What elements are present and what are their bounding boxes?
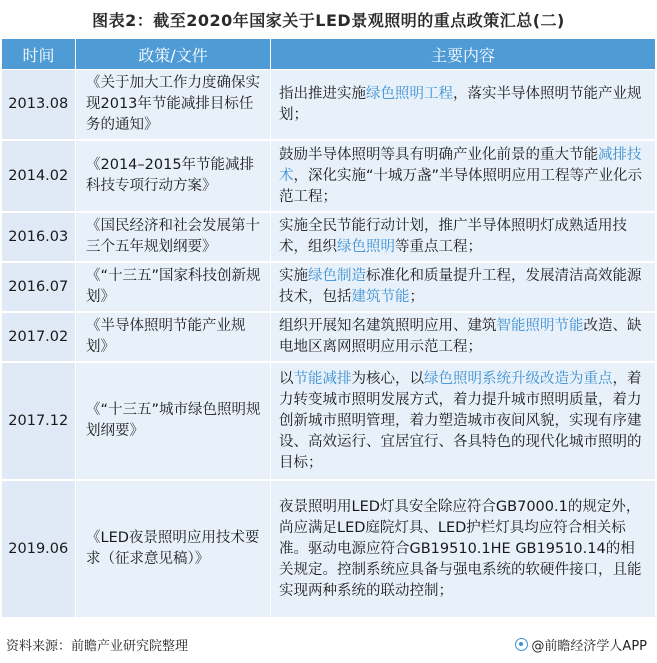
content-text: 指出推进实施 <box>279 85 366 102</box>
row-year: 2016.03 <box>2 212 76 262</box>
table-row <box>2 262 656 312</box>
page-title: 图表2：截至2020年国家关于LED景观照明的重点政策汇总(二) <box>92 11 565 30</box>
row-content <box>271 70 656 141</box>
brand-credit <box>515 635 647 654</box>
header-time: 时间 <box>2 39 76 70</box>
content-text: 鼓励半导体照明等具有明确产业化前景的重大节能 <box>279 146 598 163</box>
table-header-row <box>2 39 656 70</box>
table-row <box>2 140 656 212</box>
content-text: ，深化实施“十城万盏”半导体照明应用工程等产业化示范工程； <box>279 167 643 205</box>
row-content <box>271 212 656 262</box>
table-row <box>2 480 656 618</box>
brand-label: @前瞻经济学人APP <box>531 639 647 654</box>
row-policy: 《国民经济和社会发展第十三个五年规划纲要》 <box>76 212 271 262</box>
row-year: 2019.06 <box>2 480 76 618</box>
content-text: ，着力转变城市照明发展方式，着力提升城市照明质量，着力创新城市照明管理，着力塑造城市夜间风貌，实现有序建设、高效运行、宜居宜行、各具特色的现代化城市照明的目标； <box>279 370 642 471</box>
row-content <box>271 312 656 362</box>
row-content <box>271 362 656 480</box>
content-text: ，落实半导体照明节能产业规划； <box>279 85 642 123</box>
policy-table <box>1 38 656 619</box>
table-row <box>2 362 656 480</box>
highlighted-term: 绿色照明系统升级改造为重点 <box>424 370 613 387</box>
source-note: 资料来源：前瞻产业研究院整理 <box>6 639 189 654</box>
highlighted-term: 减排技术 <box>279 146 642 184</box>
content-text: 改造、缺电地区离网照明应用示范工程； <box>279 318 642 355</box>
row-year: 2017.02 <box>2 312 76 362</box>
row-policy: 《LED夜景照明应用技术要求（征求意见稿）》 <box>76 480 271 618</box>
row-year: 2016.07 <box>2 262 76 312</box>
table-row <box>2 312 656 362</box>
row-year: 2017.12 <box>2 362 76 480</box>
row-year: 2013.08 <box>2 70 76 141</box>
content-text: 实施全民节能行动计划，推广半导体照明灯成熟适用技术，组织 <box>279 218 627 255</box>
content-text: 夜景照明用LED灯具安全除应符合GB7000.1的规定外，尚应满足LED庭院灯具、LED护栏灯具均应符合相关标准。驱动电源应符合GB19510.1HE GB19510.14的相关规定。控制系统应具备与强电系统的软硬件接口，且能实现两种系统的联动控制； <box>279 498 642 599</box>
content-text: 实施 <box>279 268 308 284</box>
content-text: 标准化和质量提升工程，发展清洁高效能源技术，包括 <box>279 268 642 305</box>
row-content <box>271 480 656 618</box>
table-row <box>2 212 656 262</box>
highlighted-term: 绿色照明 <box>337 239 395 255</box>
content-text: 为核心，以 <box>351 370 424 387</box>
row-policy: 《关于加大工作力度确保实现2013年节能减排目标任务的通知》 <box>76 70 271 141</box>
row-policy: 《2014–2015年节能减排科技专项行动方案》 <box>76 140 271 212</box>
content-text: 组织开展知名建筑照明应用、建筑 <box>279 318 497 334</box>
content-text: 等重点工程； <box>395 239 482 255</box>
circle-logo-icon <box>515 638 528 651</box>
content-text: 以 <box>279 370 294 387</box>
row-year: 2014.02 <box>2 140 76 212</box>
table-row <box>2 70 656 141</box>
header-content: 主要内容 <box>271 39 656 70</box>
highlighted-term: 绿色制造 <box>308 268 366 284</box>
row-policy: 《“十三五”国家科技创新规划》 <box>76 262 271 312</box>
row-policy: 《半导体照明节能产业规划》 <box>76 312 271 362</box>
highlighted-term: 建筑节能 <box>351 289 410 305</box>
row-content <box>271 140 656 212</box>
highlighted-term: 智能照明节能 <box>496 318 584 334</box>
content-text: ； <box>409 289 424 305</box>
highlighted-term: 节能减排 <box>293 370 352 387</box>
row-policy: 《“十三五”城市绿色照明规划纲要》 <box>76 362 271 480</box>
highlighted-term: 绿色照明工程 <box>366 85 453 102</box>
row-content <box>271 262 656 312</box>
header-policy: 政策/文件 <box>76 39 271 70</box>
